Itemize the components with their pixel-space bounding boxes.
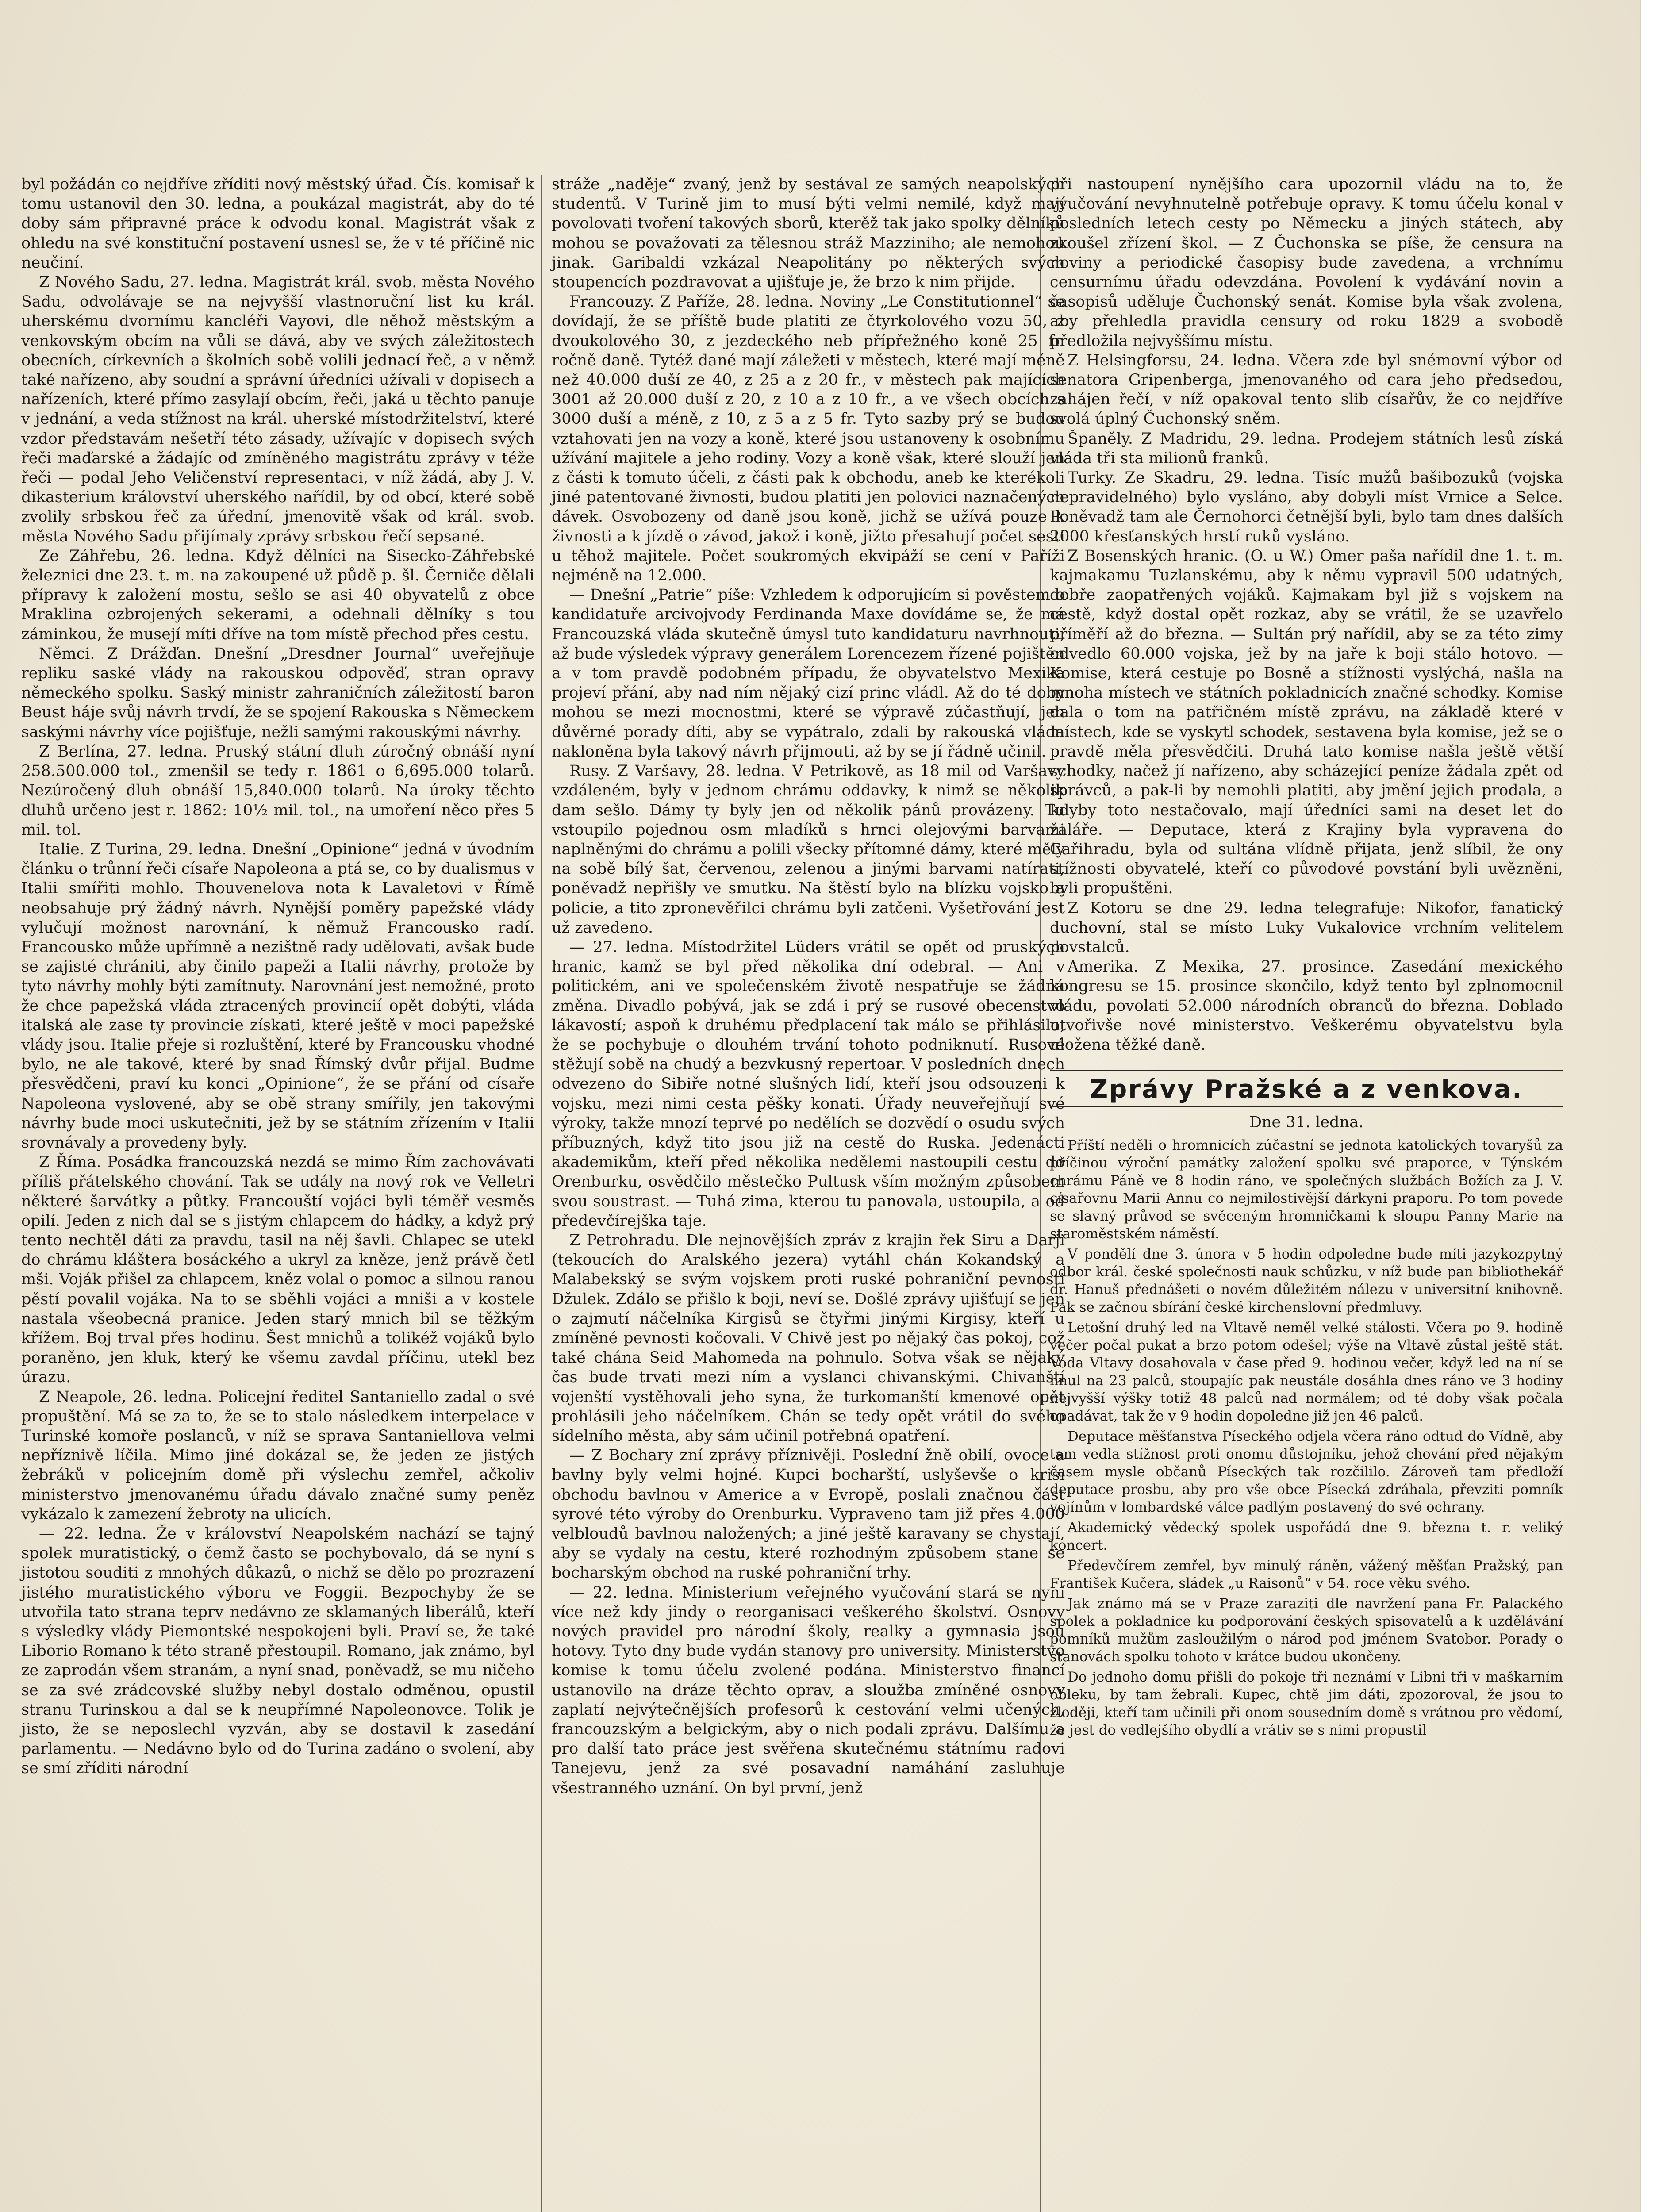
section-banner — [1050, 1070, 1563, 1107]
local-news-list — [1050, 1137, 1563, 1739]
article-paragraph: Turky. Ze Skadru, 29. ledna. Tisíc mužů bašibozuků (vojska nepravidelného) bylo vysláno, aby dobyli míst Vrnice a Selce. Poněvadž tam ale Černohorci četnější byli, bylo tam dnes dalších 2000 křesťanských hrstí ruků vysláno. — [1050, 469, 1563, 545]
article-paragraph: Z Helsingforsu, 24. ledna. Včera zde byl snémovní výbor od senatora Gripenberga, jmenovaného od cara jeho předsedou, zahájen řečí, v níž opakoval tento slib císařův, že co nejdříve svolá úplný Čuchonský sněm. — [1050, 351, 1563, 428]
local-news-item: Příští neděli o hromnicích zúčastní se jednota katolických tovaryšů za příčinou výroční památky založení spolku své praporce, v Týnském chrámu Páně ve 8 hodin ráno, ve společných službách Božích za J. V. císařovnu Marii Annu co nejmilostivější dárkyni praporu. Po tom povede se slavný průvod se svěceným hromničkami k sloupu Panny Marie na staroměstském náměstí. — [1050, 1137, 1563, 1242]
article-paragraph: — 22. ledna. Že v království Neapolském nachází se tajný spolek muratistický, o čemž často se pochybovalo, dá se nyní s jistotou souditi z mnohých důkazů, o nichž se dělo po prozrazení jistého muratistického výboru ve Foggii. Bezpochyby že se utvořila tato strana teprv nedávno ze sklamaných liberálů, kteří s výsledky vlády Piemontské nespokojeni byli. Praví se, že také Liborio Romano k této straně přestoupil. Romano, jak známo, byl ze zaprodán všem stranám, a nyní snad, poněvadž, se mu ničeho se za své zrádcovské služby nebyl dostalo odměnou, opustil stranu Turinskou a dal se k neupřímné Napoleonovce. Tolik je jisto, že se neposlechl vyzván, aby se dostavil k zasedání parlamentu. — Nedávno bylo od do Turina zadáno o svolení, aby se smí zříditi národní — [21, 1525, 534, 1778]
article-paragraph: Ze Záhřebu, 26. ledna. Když dělníci na Sisecko-Záhřebské železnici dne 23. t. m. na zakoupené už půdě p. šl. Černiče dělali přípravy k založení mostu, sešlo se asi 40 obyvatelů z obce Mraklina ozbrojených sekerami, a odehnali dělníky s tou záminkou, že musejí míti dříve na tom místě přechod přes cestu. — [21, 547, 534, 643]
local-news-item: Letošní druhý led na Vltavě neměl velké stálosti. Včera po 9. hodině večer počal pukat a brzo potom odešel; výše na Vltavě zůstal ještě stát. Voda Vltavy dosahovala v čase před 9. hodinou večer, když led na ní se hnul na 23 palců, stoupajíc pak neustále dosáhla dnes ráno ve 3 hodiny nejvyšší výšky totiž 48 palců nad normálem; od té doby však počala opadávat, tak že v 9 hodin dopoledne již jen 46 palců. — [1050, 1320, 1563, 1425]
article-paragraph: Z Berlína, 27. ledna. Pruský státní dluh zúročný obnáší nyní 258.500.000 tol., zmenšil se tedy r. 1861 o 6,695.000 tolarů. Nezúročený dluh obnáší 15,840.000 tolarů. Na úroky těchto dluhů určeno jest r. 1862: 10½ mil. tol., na umoření něco přes 5 mil. tol. — [21, 742, 534, 839]
article-paragraph: Rusy. Z Varšavy, 28. ledna. V Petrikově, as 18 mil od Varšavy vzdáleném, byly v jednom chrámu oddavky, k nimž se několik dam sešlo. Dámy ty byly jen od několik pánů provázeny. Tu vstoupilo pojednou osm mladíků s hrnci olejovými barvami naplněnými do chrámu a polili všecky přítomné dámy, které měly na sobě bílý šat, červenou, zelenou a jinými barvami natírati, poněvadž nepřišly ve smutku. Na štěstí bylo na blízku vojsko a policie, a tito zpronevěřilci chrámu byli zatčeni. Vyšetřování jest už zavedeno. — [552, 762, 1065, 937]
article-paragraph: — 22. ledna. Ministerium veřejného vyučování stará se nyní více než kdy jindy o reorganisaci veškerého školství. Osnovy nových pravidel pro národní školy, realky a gymnasia jsou hotovy. Tyto dny bude vydán stanovy pro university. Ministerstvo komise k tomu účelu zvolené podána. Ministerstvo financí ustanovilo na dráze těchto oprav, a sloužba zmíněné osnovy zaplatí nejvýtečnějších profesorů k cestování velmi učených, francouzským a belgickým, aby o nich podali zprávu. Dalšímu a pro další tato práce jest svěřena skutečnému státnímu radovi Tanejevu, jenž za své posavadní namáhání zasluhuje všestranného uznání. On byl první, jenž — [552, 1583, 1065, 1797]
section-title: Zprávy Pražské a z venkova. — [1090, 1075, 1523, 1104]
column-divider — [541, 175, 542, 2212]
local-news-item: Jak známo má se v Praze zaraziti dle navržení pana Fr. Palackého spolek a pokladnice ku podporování českých spisovatelů a k uzdělávání pomníků mužům zasloužilým o národ pod jménem Svatobor. Porady o stanovách spolku tohoto v krátce budou ukončeny. — [1050, 1596, 1563, 1665]
column-right — [1050, 175, 1563, 1742]
section-date: Dne 31. ledna. — [1249, 1114, 1364, 1132]
article-paragraph: Z Petrohradu. Dle nejnovějších zpráv z krajin řek Siru a Darji (tekoucích do Aralského jezera) vytáhl chán Kokandský a Malabekský se svým vojskem proti ruské pohraniční pevnosti Džulek. Zdálo se přišlo k boji, neví se. Došlé zprávy ujišťují se jen o zajmutí náčelníka Kirgisů se čtyřmi jinými Kirgisy, kteří u zmíněné pevnosti kočovali. V Chivě jest po nějaký čas pokoj, což také chána Seid Mahomeda na pohnulo. Sotva však se nějaký čas bude trvati mezi ním a vyslanci chivanskými. Chivanští vojenští vystěhovali jeho syna, že turkomanští kmenové opět prohlásili jeho náčelníkem. Chán se tedy opět vrátil do svého sídelního města, aby sám učinil potřebná opatření. — [552, 1231, 1065, 1445]
column-left — [21, 175, 534, 1778]
article-paragraph: Němci. Z Drážďan. Dnešní „Dresdner Journal“ uveřejňuje repliku saské vlády na rakouskou odpověď, stran opravy německého spolku. Saský ministr zahraničních záležitostí baron Beust háje svůj návrh trvdí, že se spojení Rakouska s Německem saskými návrhy více pojišťuje, nežli samými rakouskými návrhy. — [21, 645, 534, 741]
article-paragraph: — 27. ledna. Místodržitel Lüders vrátil se opět od pruských hranic, kamž se byl před několika dní odebral. — Ani v politickém, ani ve společenském životě nespatřuje se žádná změna. Divadlo pobývá, jak se zdá i prý se rusové obecenstvo lákavostí; aspoň k druhému předplacení tak málo se přihlásilo, že se pochybuje o dlouhém trvání tohoto podniknutí. Rusové stěžují sobě na chudý a bezvkusný repertoar. V posledních dnech odvezeno do Sibiře notné slušných lidí, kteří jsou odsouzeni k vojsku, mezi nimi cesta pěšky konati. Úřady neuveřejňují své výroky, takže mnozí teprvé po nedělích se dozvědí o osudu svých příbuzných, když tito jsou již na cestě do Ruska. Jedenácti akademikům, kteří před několika nedělemi nastoupili cestu do Orenburku, osvědčilo městečko Pultusk vším možným způsobem svou soustrast. — Tuhá zima, kterou tu panovala, ustoupila, a od předevčírejška taje. — [552, 938, 1065, 1230]
local-news-item: Předevčírem zemřel, byv minulý ráněn, vážený měšťan Pražský, pan František Kučera, sládek „u Raisonů“ v 54. roce věku svého. — [1050, 1558, 1563, 1592]
article-paragraph: Španěly. Z Madridu, 29. ledna. Prodejem státních lesů získá vláda tři sta milionů franků. — [1050, 430, 1563, 467]
local-news-item: V pondělí dne 3. února v 5 hodin odpoledne bude míti jazykozpytný odbor král. české společnosti nauk schůzku, v níž bude pan bibliothekář dr. Hanuš přednášeti o novém důležitém nálezu v universitní knihovně. Pak se začnou sbírání české kirchenslovní předmluvy. — [1050, 1246, 1563, 1316]
article-paragraph: — Dnešní „Patrie“ píše: Vzhledem k odporujícím si pověstem o kandidatuře arcivojvody Ferdinanda Maxe dovídáme se, že má Francouzská vláda skutečně úmysl tuto kandidaturu navrhnouti, až bude výsledek výpravy generálem Lorencezem řízené pojištěn a v tom pravdě podobném případu, že obyvatelstvo Mexika projeví přání, aby nad ním nějaký cizí princ vládl. Až do té doby mohou se mezi mocnostmi, které se výpravě zúčastňují, jen důvěrné porady díti, aby se vypátralo, zdali by rakouská vláda nakloněna byla takový návrh přijmouti, až by se jí řádně učinil. — [552, 586, 1065, 760]
article-paragraph: Z Říma. Posádka francouzská nezdá se mimo Řím zachovávati příliš přátelského chování. Tak se udály na nový rok ve Velletri některé šarvátky a půtky. Francouští vojáci byli téměř vesměs opilí. Jeden z nich dal se s jistým chlapcem do hádky, a když prý tento nechtěl dáti za pravdu, tasil na něj šavli. Chlapec se utekl do chrámu kláštera bosáckého a ukryl za kněze, jenž právě četl mši. Voják přišel za chlapcem, kněz volal o pomoc a silnou ranou pěstí povalil vojáka. Na to se sběhli vojáci a mniši a v kostele nastala všeobecná pranice. Jeden starý mnich bil se těžkým křížem. Boj trval přes hodinu. Šest mnichů a tolikéž vojáků bylo poraněno, jen kluk, který ke všemu zavdal příčinu, utekl bez úrazu. — [21, 1153, 534, 1386]
article-paragraph: Francouzy. Z Paříže, 28. ledna. Noviny „Le Constitutionnel“ se dovídají, že se příště bude platiti ze čtyrkolového vozu 50, z dvoukolového 30, z jezdeckého neb přípřežného koně 25 fr. ročně daně. Tytéž dané mají záležeti v městech, které mají méně než 40.000 duší ze 40, z 25 a z 20 fr., v městech pak majících 3001 až 20.000 duší z 20, z 10 a z 10 fr., a ve všech obcích s 3000 duší a méně, z 10, z 5 a z 5 fr. Tyto sazby prý se budou vztahovati jen na vozy a koně, které jsou ustanoveny k osobnímu užívání majitele a jeho rodiny. Vozy a koně však, které slouží jen z části k tomuto účeli, z části pak k obchodu, aneb ke kterékoli jiné patentované živnosti, budou platiti jen polovici naznačených dávek. Osvobozeny od daně jsou koně, jichž se užívá pouze k živnosti a k jízdě o závod, jakož i koně, jižto přesahují počet sesti u těhož majitele. Počet soukromých ekvipáží se cení v Paříži nejméně na 12.000. — [552, 293, 1065, 585]
page-margin-strip — [1640, 0, 1659, 2212]
article-paragraph: stráže „naděje“ zvaný, jenž by sestával ze samých neapolských studentů. V Turině jim to musí býti velmi nemilé, když mají povolovati tvoření takových sborů, kterěž tak jako spolky dělníků mohou se považovati za tělesnou stráž Mazziniho; ale nemohou jinak. Garibaldi vzkázal Neapolitány po některých svých stoupencích pozdravovat a ujišťuje je, že brzo k nim přijde. — [552, 176, 1065, 292]
article-paragraph: Z Neapole, 26. ledna. Policejní ředitel Santaniello zadal o své propuštění. Má se za to, že se to stalo následkem interpelace v Turinské komoře poslanců, v níž se sprava Santaniellova velmi nepříznivě líčila. Mimo jiné dokázal se, že jeden ze jistých žebráků v policejním domě při výslechu zemřel, ačkoliv ministerstvo jmenovanému úřadu dávalo značné sumy peněz vykázalo k zamezení žebroty na ulicích. — [21, 1388, 534, 1523]
article-paragraph: Z Kotoru se dne 29. ledna telegrafuje: Nikofor, fanatický duchovní, stal se místo Luky Vukalovice vrchním velitelem povstalců. — [1050, 899, 1563, 956]
article-paragraph: byl požádán co nejdříve zříditi nový městský úřad. Čís. komisař k tomu ustanovil den 30. ledna, a poukázal magistrát, aby do té doby sám připravné práce k odvodu konal. Magistrát však z ohledu na své konstituční postavení usnesl se, že v té příčině nic neučiní. — [21, 176, 534, 272]
article-paragraph: — Z Bochary zní zprávy příznivěji. Poslední žně obilí, ovoce a bavlny byly velmi hojné. Kupci bocharští, uslyševše o krisi obchodu bavlnou v Americe a v Evropě, poslali značnou část syrové této výroby do Orenburku. Vypraveno tam již přes 4.000 velbloudů bavlnou naložených; a jiné ještě karavany se chystají, aby se vydaly na cestu, které rozhodným způsobem stane se bocharským obchod na ruské pohraniční trhy. — [552, 1447, 1065, 1582]
article-paragraph: Amerika. Z Mexika, 27. prosince. Zasedání mexického kongresu se 15. prosince skončilo, když tento byl zplnomocnil vládu, povolati 52.000 národních obranců do března. Doblado utvořivše nové ministerstvo. Veškerému obyvatelstvu byla uložena těžké daně. — [1050, 958, 1563, 1054]
local-news-item: Do jednoho domu přišli do pokoje tři neznámí v Libni tři v maškarním obleku, by tam žebrali. Kupec, chtě jim dáti, zpozoroval, že jsou to zloději, kteří tam učinili při onom sousedním domě s vrátnou pro vědomí, že jest do vedlejšího obydlí a vrátiv se s nimi propustil — [1050, 1669, 1563, 1739]
article-paragraph: při nastoupení nynějšího cara upozornil vládu na to, že vyučování nevyhnutelně potřebuje opravy. K tomu účelu konal v posledních letech cesty po Německu a jiných státech, aby zkoušel zřízení škol. — Z Čuchonska se píše, že censura na noviny a periodické časopisy bude zavedena, a vrchnímu censurnímu úřadu odevzdána. Povolení k vydávání novin a časopisů uděluje Čuchonský senát. Komise byla však zvolena, aby přehledla pravidla censury od roku 1829 a svobodě předložila nejvyššímu místu. — [1050, 176, 1563, 350]
local-news-item: Akademický vědecký spolek uspořádá dne 9. března t. r. veliký koncert. — [1050, 1520, 1563, 1554]
article-paragraph: Z Bosenských hranic. (O. u W.) Omer paša nařídil dne 1. t. m. kajmakamu Tuzlanskému, aby k němu vypravil 500 udatných, dobře zaopatřených vojáků. Kajmakam byl již s vojskem na cestě, když dostal opět rozkaz, aby se vrátil, že se uzavřelo příměří až do března. — Sultán prý nařídil, aby se za této zimy odvedlo 60.000 vojska, jež by na jaře k boji stálo hotovo. — Komise, která cestuje po Bosně a stížnosti vyslýchá, našla na mnoha místech ve státních pokladnicích značné schodky. Komise dala o tom na patřičném místě zprávu, na základě které v místech, kde se vyskytl schodek, sestavena byla komise, jež se o pravdě měla přesvědčiti. Druhá tato komise našla ještě větší schodky, načež jí nařízeno, aby scházející peníze žádala zpět od správců, a pak-li by nemohli platiti, aby jmění jejich prodala, a kdyby toto nestačovalo, mají úředníci sami na deset let do žaláře. — Deputace, která z Krajiny byla vypravena do Cařihradu, byla od sultána vlídně přijata, jenž slíbil, že ony stížnosti obyvatelé, kteří co původové povstání byli uvězněni, byli propuštěni. — [1050, 547, 1563, 898]
article-paragraph: Z Nového Sadu, 27. ledna. Magistrát král. svob. města Nového Sadu, odvolávaje se na nejvyšší vlastnoruční list ku král. uherskému dvornímu kancléři Vayovi, dle něhož městským a venkovským obcím na vůli se dává, aby ve svých záležitostech obecních, církevních a školních sobě volili jednací řeč, a v němž také nařízeno, aby soudní a správní úředníci užívali v dopisech a nařízeních, které přímo zasylají obcím, řeči, jaká u těchto panuje v jednání, a veda stížnost na král. uherské místodržitelství, které vzdor představám nešetří této zásady, užívajíc v dopisech svých řeči maďarské a žádajíc od zmíněného magistrátu zprávy v téže řeči — podal Jeho Veličenství representaci, v níž žádá, aby J. V. dikasterium království uherského nařídil, by od obcí, které sobě zvolily srbskou řeč za úřední, jmenovitě však od král. svob. města Nového Sadu přijímaly zprávy srbskou řečí sepsané. — [21, 273, 534, 545]
local-news-item: Deputace měšťanstva Píseckého odjela včera ráno odtud do Vídně, aby tam vedla stížnost proti onomu důstojníku, jehož chování před nějakým časem mysle občanů Píseckých tak rozčililo. Zároveň tam předloží deputace prosbu, aby pro vše obce Písecká zdráhala, převziti pomník vojínům v lombardské válce padlým postavený do své ochrany. — [1050, 1429, 1563, 1516]
article-paragraph: Italie. Z Turina, 29. ledna. Dnešní „Opinione“ jedná v úvodním článku o trůnní řeči císaře Napoleona a ptá se, co by dualismus v Italii smířiti mohlo. Thouvenelova nota k Lavaletovi v Římě neobsahuje prý žádný návrh. Nynější poměry papežské vlády vylučují možnost narovnání, k němuž Francousko radí. Francousko může upřímně a nezištně rady udělovati, avšak bude se zajisté chrániti, aby činilo papeži a Italii návrhy, protože by tyto návrhy mohly býti zamítnuty. Narovnání jest nemožné, proto že chce papežská vláda ztracených provincií opět dobýti, vláda italská ale zase ty provincie získati, které ještě v moci papežské vlády jsou. Italie přeje si rozluštění, které by Francousku vhodné bylo, ne ale takové, které by snad Římský dvůr přijal. Budme přesvědčeni, praví ku konci „Opinione“, že se přání od císaře Napoleona vyslovené, aby se obě strany smířily, jen takovými návrhy bude moci uskutečniti, jež by se státním zřízením v Italii srovnávaly a provedeny byly. — [21, 840, 534, 1152]
column-middle — [552, 175, 1065, 1798]
